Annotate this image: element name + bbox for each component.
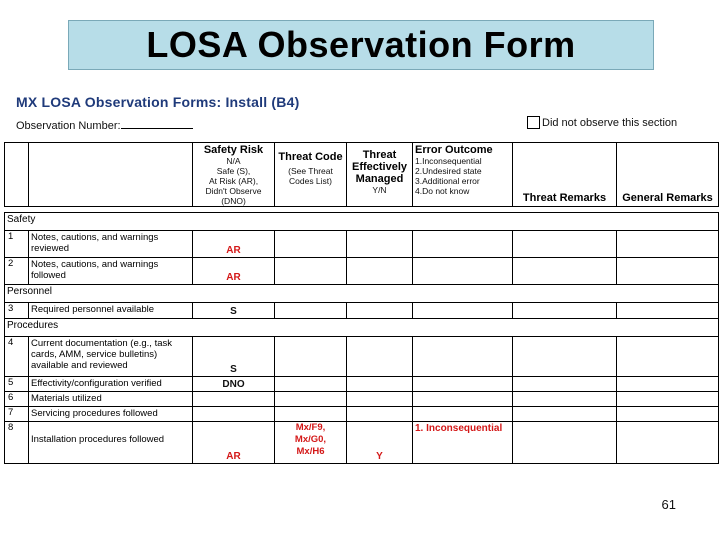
table-header-row [5, 143, 719, 207]
header-threat-code: Threat Code (See Threat Codes List) [275, 143, 347, 207]
table-row: 3 Required personnel available S [5, 303, 719, 319]
section-safety: Safety [5, 213, 719, 231]
table-row: 1 Notes, cautions, and warnings reviewed AR [5, 231, 719, 258]
section-procedures: Procedures [5, 319, 719, 337]
page-number: 61 [661, 497, 676, 512]
header-item [29, 143, 193, 207]
threat-codes-cell[interactable]: Mx/F9, Mx/G0, Mx/H6 [275, 422, 347, 464]
title-banner [68, 20, 654, 70]
observation-table [4, 142, 719, 464]
table-row: 6 Materials utilized [5, 392, 719, 407]
header-threat-managed: Threat Effectively Managed Y/N [347, 143, 413, 207]
header-error-outcome: Error Outcome 1.Inconsequential 2.Undesired state 3.Additional error 4.Do not know [413, 143, 513, 207]
table-row: 7 Servicing procedures followed [5, 407, 719, 422]
did-not-observe-checkbox[interactable] [527, 116, 540, 129]
header-num [5, 143, 29, 207]
observation-number-blank[interactable] [121, 119, 193, 129]
table-row: 2 Notes, cautions, and warnings followed AR [5, 258, 719, 285]
section-personnel: Personnel [5, 285, 719, 303]
form-heading: MX LOSA Observation Forms: Install (B4) [16, 94, 300, 110]
header-safety-risk: Safety Risk N/A Safe (S), At Risk (AR), Didn't Observe (DNO) [193, 143, 275, 207]
header-threat-remarks: Threat Remarks [513, 143, 617, 207]
page-title: LOSA Observation Form [146, 24, 576, 65]
table-row: 5 Effectivity/configuration verified DNO [5, 377, 719, 392]
header-general-remarks: General Remarks [617, 143, 719, 207]
observation-number-label: Observation Number: [16, 120, 121, 132]
observation-number-field[interactable] [16, 119, 193, 132]
did-not-observe-option[interactable] [527, 116, 677, 129]
table-row: 4 Current documentation (e.g., task cards, AMM, service bulletins) available and reviewed S [5, 337, 719, 377]
did-not-observe-label: Did not observe this section [542, 116, 678, 129]
table-row: 8 Installation procedures followed AR Mx/F9, Mx/G0, Mx/H6 Y 1. Inconsequential [5, 422, 719, 464]
